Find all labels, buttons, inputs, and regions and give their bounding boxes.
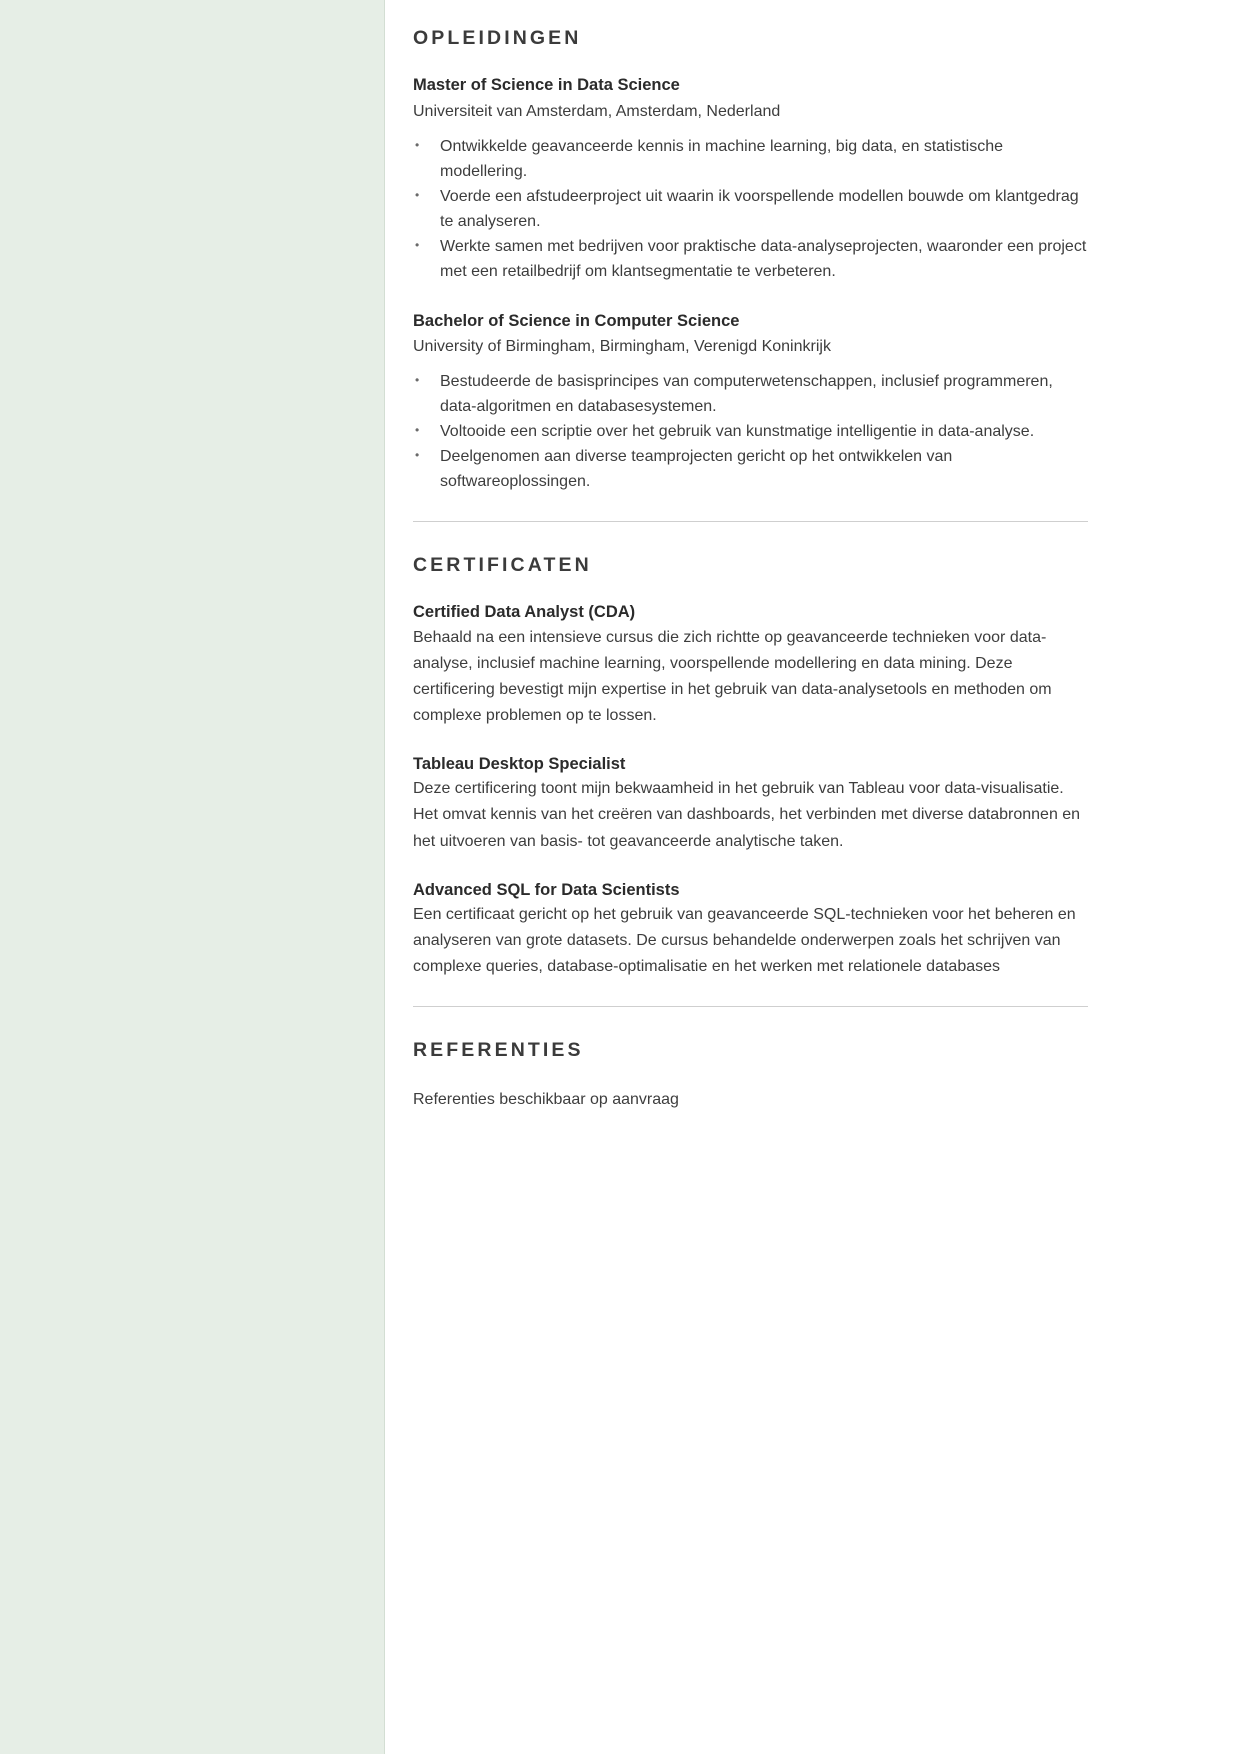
certificates-section [413, 555, 1088, 981]
education-entry [413, 75, 1088, 284]
certificate-entry [413, 602, 1088, 729]
list-item: • Voltooide een scriptie over het gebruik van kunstmatige intelligentie in data-analyse. [413, 420, 1088, 445]
education-degree-title: Bachelor of Science in Computer Science [413, 311, 740, 330]
list-item: • Bestudeerde de basisprincipes van computerwetenschappen, inclusief programmeren, data-algoritmen en databasesystemen. [413, 370, 1088, 420]
education-bullet-list [413, 370, 1088, 495]
education-institution: University of Birmingham, Birmingham, Verenigd Koninkrijk [413, 338, 831, 356]
list-item: • Voerde een afstudeerproject uit waarin ik voorspellende modellen bouwde om klantgedrag te analyseren. [413, 185, 1088, 235]
references-section-heading: REFERENTIES [413, 1039, 584, 1062]
education-institution: Universiteit van Amsterdam, Amsterdam, Nederland [413, 103, 781, 121]
certificate-entry [413, 754, 1088, 855]
certificate-title: Certified Data Analyst (CDA) [413, 603, 636, 622]
education-bullet-list [413, 135, 1088, 285]
certificate-description: Behaald na een intensieve cursus die zich richtte op geavanceerde technieken voor data-analyse, inclusief machine learning, voorspellende modellering en data mining. Deze certificering bevestigt mijn expertise in het gebruik van data-analysetools en methoden om complexe problemen op te lossen. [413, 628, 1052, 724]
certificate-entry [413, 880, 1088, 981]
certificates-section-heading: CERTIFICATEN [413, 553, 592, 576]
certificate-title: Advanced SQL for Data Scientists [413, 880, 680, 899]
education-section-heading: OPLEIDINGEN [413, 27, 582, 49]
list-item: • Werkte samen met bedrijven voor praktische data-analyseprojecten, waaronder een project met een retailbedrijf om klantsegmentatie te verbeteren. [413, 235, 1088, 285]
list-item: • Deelgenomen aan diverse teamprojecten gericht op het ontwikkelen van softwareoplossingen. [413, 445, 1088, 495]
education-degree-title: Master of Science in Data Science [413, 76, 680, 95]
education-section [413, 28, 1088, 495]
certificate-title: Tableau Desktop Specialist [413, 754, 626, 773]
section-divider [413, 521, 1088, 522]
certificate-description: Een certificaat gericht op het gebruik van geavanceerde SQL-technieken voor het beheren en analyseren van grote datasets. De cursus behandelde onderwerpen zoals het schrijven van complexe queries, database-optimalisatie en het werken met relationele databases [413, 906, 1076, 976]
references-text: Referenties beschikbaar op aanvraag [413, 1090, 679, 1108]
sidebar-panel [0, 0, 385, 1754]
references-section [413, 1040, 1088, 1111]
education-entry [413, 311, 1088, 495]
certificate-description: Deze certificering toont mijn bekwaamheid in het gebruik van Tableau voor data-visualisatie. Het omvat kennis van het creëren van dashboards, het verbinden met diverse databronnen en het uitvoeren van basis- tot geavanceerde analytische taken. [413, 780, 1081, 850]
list-item: • Ontwikkelde geavanceerde kennis in machine learning, big data, en statistische modellering. [413, 135, 1088, 185]
section-divider [413, 1006, 1088, 1007]
main-content [385, 0, 1240, 1754]
